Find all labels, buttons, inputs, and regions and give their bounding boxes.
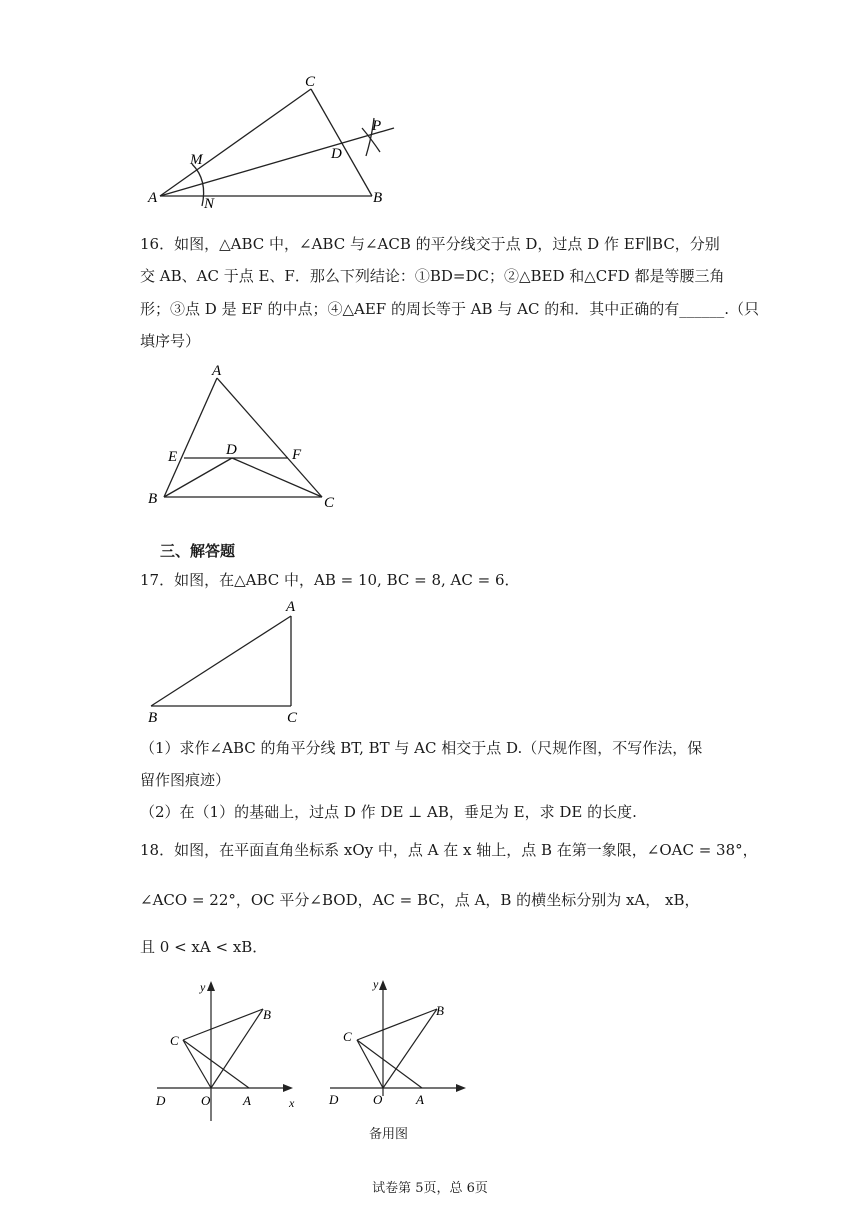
segment-co (357, 1040, 383, 1088)
q18-line3: 且 0 < xA < xB． (140, 938, 268, 956)
segment-cb (357, 1009, 437, 1040)
label-c: C (324, 495, 335, 511)
label-e: E (168, 449, 178, 465)
section-title: 三、解答题 (160, 542, 236, 560)
label-d: D (156, 1093, 166, 1108)
q16-line2: 交 AB、AC 于点 E、F．那么下列结论：①BD=DC；②△BED 和△CFD 都是等腰三角 (140, 267, 725, 285)
label-y: y (373, 977, 379, 991)
q17-part1-line2: 留作图痕迹） (140, 771, 231, 789)
label-f: F (292, 447, 302, 463)
q16-line4: 填序号） (140, 332, 201, 350)
label-b: B (148, 491, 158, 507)
label-d: D (226, 442, 237, 458)
y-arrow (207, 981, 215, 991)
label-a: A (243, 1093, 251, 1108)
y-arrow (379, 980, 387, 990)
x-arrow (283, 1084, 293, 1092)
figure-q18-backup (320, 970, 480, 1105)
figure-q15 (140, 72, 410, 212)
segment-ab (164, 378, 217, 497)
label-a: A (416, 1092, 424, 1105)
label-b: B (263, 1007, 271, 1022)
label-d: D (331, 146, 342, 162)
q18-line1: 18．如图，在平面直角坐标系 xOy 中，点 A 在 x 轴上，点 B 在第一象限，∠OAC = 38°， (140, 841, 758, 859)
segment-dc (232, 458, 322, 497)
segment-ob (211, 1009, 263, 1088)
label-a: A (286, 599, 296, 615)
label-c: C (170, 1033, 179, 1048)
label-a: A (212, 363, 222, 379)
label-c: C (305, 74, 316, 90)
q18-line2: ∠ACO = 22°，OC 平分∠BOD，AC = BC，点 A，B 的横坐标分别为 xA， xB， (140, 891, 700, 909)
label-b: B (373, 190, 383, 206)
figure-q17 (140, 596, 320, 726)
figure-q18-main (145, 975, 310, 1125)
q16-line3: 形；③点 D 是 EF 的中点；④△AEF 的周长等于 AB 与 AC 的和．其中正确的有______.（只 (140, 300, 759, 318)
label-b: B (148, 710, 158, 726)
figure-q16 (140, 362, 350, 512)
segment-cb (311, 89, 372, 196)
label-c: C (287, 710, 298, 726)
q17-part2: （2）在（1）的基础上，过点 D 作 DE ⊥ AB，垂足为 E，求 DE 的长度. (140, 803, 637, 821)
page-footer: 试卷第 5页，总 6页 (372, 1181, 488, 1196)
label-c: C (343, 1029, 352, 1044)
label-o: O (373, 1092, 383, 1105)
label-b: B (436, 1003, 444, 1018)
segment-co (183, 1040, 211, 1088)
segment-ac (217, 378, 322, 497)
label-y: y (200, 980, 206, 994)
label-a: A (148, 190, 158, 206)
label-m: M (190, 152, 203, 168)
backup-figure-caption: 备用图 (369, 1127, 409, 1142)
segment-ca (357, 1040, 422, 1088)
label-x: x (289, 1096, 295, 1110)
label-p: P (372, 118, 382, 134)
segment-ac (160, 89, 311, 196)
x-arrow (456, 1084, 466, 1092)
segment-ob (383, 1009, 437, 1088)
label-d: D (329, 1092, 339, 1105)
label-o: O (201, 1093, 211, 1108)
q16-line1: 16．如图，△ABC 中，∠ABC 与∠ACB 的平分线交于点 D，过点 D 作 EF∥BC，分别 (140, 235, 720, 253)
label-n: N (204, 196, 215, 212)
q17-part1-line1: （1）求作∠ABC 的角平分线 BT, BT 与 AC 相交于点 D.（尺规作图，不写作法，保 (140, 739, 703, 757)
q17-stem: 17．如图，在△ABC 中，AB = 10, BC = 8, AC = 6． (140, 571, 520, 589)
segment-cb (183, 1009, 263, 1040)
segment-ab (151, 616, 291, 706)
